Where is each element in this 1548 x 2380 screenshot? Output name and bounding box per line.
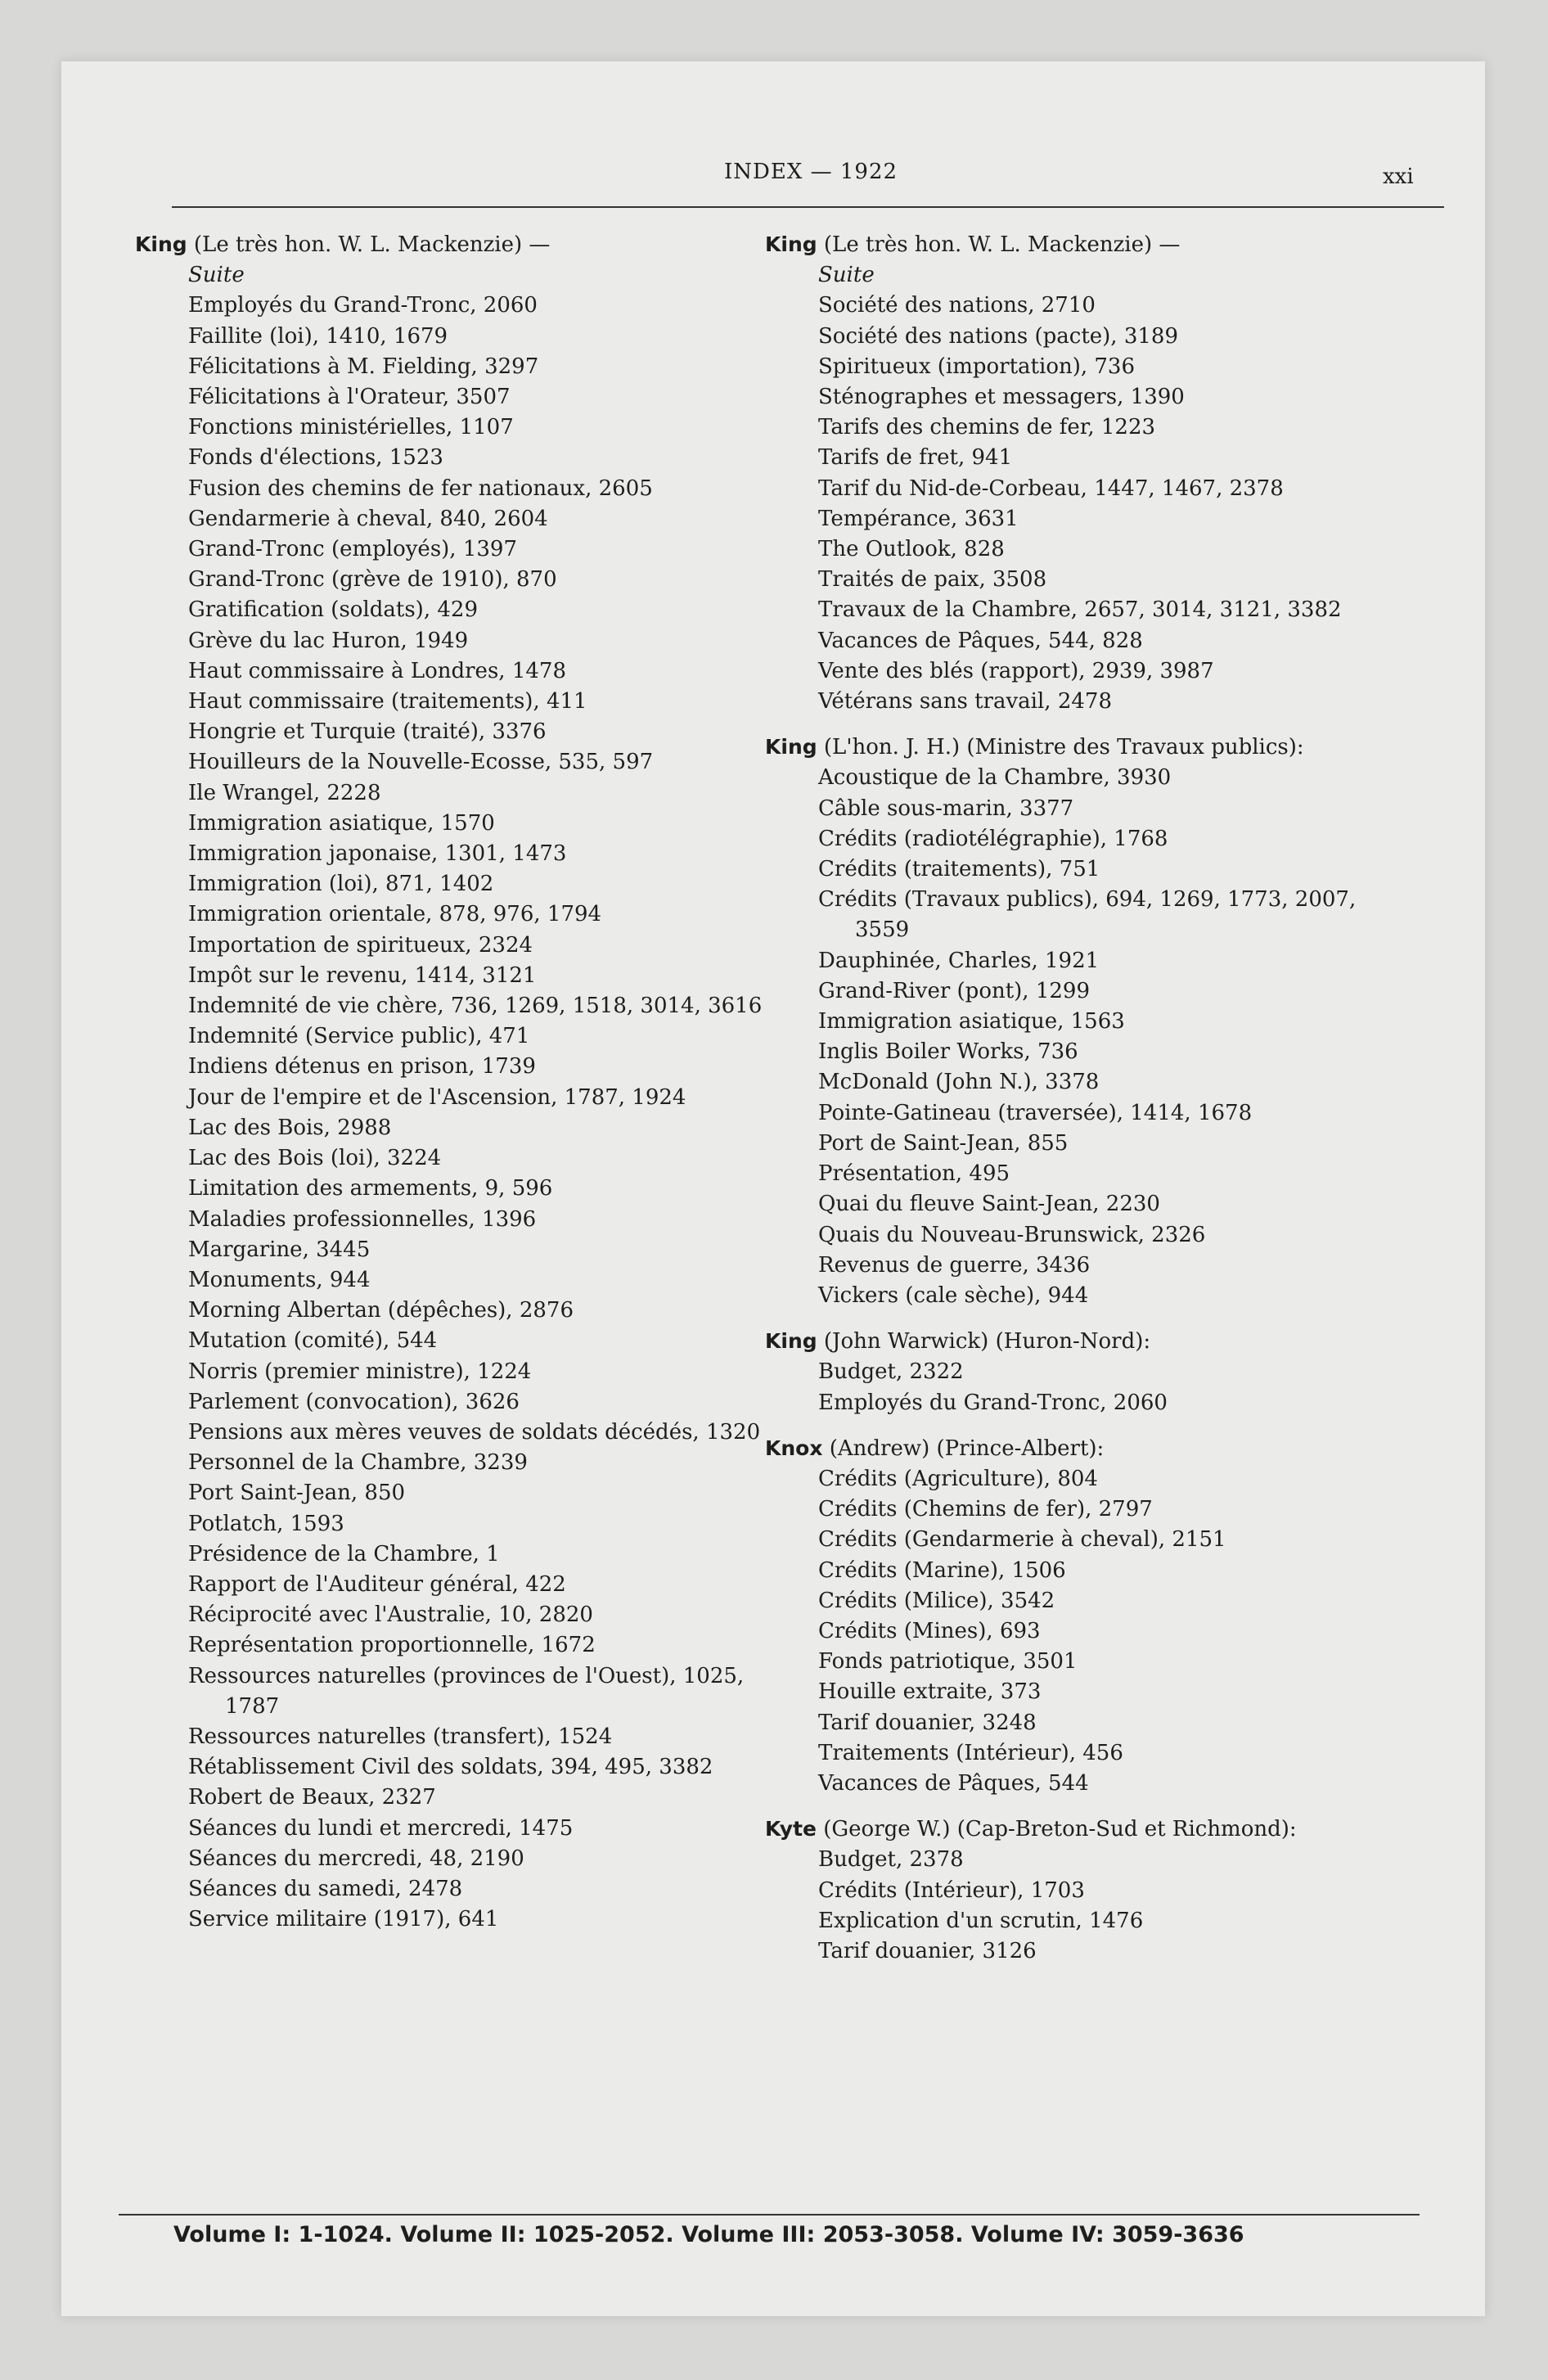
index-item (135, 687, 781, 717)
volume-footer: Volume I: 1-1024. Volume II: 1025-2052. Volume III: 2053-3058. Volume IV: 3059-3636 (173, 2222, 1244, 2247)
index-item-text: Fonds patriotique, 3501 (818, 1649, 1078, 1675)
entry-name: Kyte (765, 1817, 817, 1841)
index-item-text: Faillite (loi), 1410, 1679 (188, 323, 448, 349)
index-item-text: Mutation (comité), 544 (188, 1328, 438, 1354)
index-item (765, 1845, 1411, 1875)
index-item-text: Indemnité (Service public), 471 (188, 1024, 530, 1049)
entry-qualifier: (Le très hon. W. L. Mackenzie) — (193, 232, 551, 257)
index-item-text: Crédits (radiotélégraphie), 1768 (818, 826, 1168, 851)
index-item-text: Présentation, 495 (818, 1161, 1010, 1187)
index-item (765, 1677, 1411, 1707)
entry-head (765, 229, 1411, 260)
index-item-text: Budget, 2322 (818, 1359, 964, 1385)
index-item-text: Impôt sur le revenu, 1414, 3121 (188, 962, 537, 988)
block-gap (765, 1418, 1411, 1433)
index-item (135, 1722, 781, 1752)
index-item-text: Sténographes et messagers, 1390 (818, 385, 1185, 410)
index-item (765, 534, 1411, 565)
index-item (765, 504, 1411, 534)
index-item-text: Pointe-Gatineau (traversée), 1414, 1678 (818, 1100, 1253, 1125)
index-item (135, 595, 781, 625)
index-item (765, 291, 1411, 321)
index-item (765, 1464, 1411, 1494)
index-item (765, 763, 1411, 793)
index-item-text: Crédits (Agriculture), 804 (818, 1466, 1098, 1491)
index-item (765, 1159, 1411, 1189)
index-item-text: Crédits (Chemins de fer), 2797 (818, 1497, 1153, 1522)
index-item-text: Gendarmerie à cheval, 840, 2604 (188, 506, 548, 531)
index-item-text: Crédits (Gendarmerie à cheval), 2151 (818, 1527, 1226, 1553)
index-item (135, 869, 781, 899)
index-item-text: Port de Saint-Jean, 855 (818, 1130, 1069, 1156)
index-item (765, 1556, 1411, 1586)
index-item (765, 885, 1411, 945)
index-item-text: Tempérance, 3631 (818, 506, 1019, 531)
left-items-list (135, 291, 781, 1935)
index-item (135, 1630, 781, 1661)
entry-qualifier: (Le très hon. W. L. Mackenzie) — (817, 232, 1181, 257)
index-item-text: Ile Wrangel, 2228 (188, 780, 381, 805)
index-item-text: Houilleurs de la Nouvelle-Ecosse, 535, 597 (188, 750, 654, 775)
index-item (135, 1265, 781, 1296)
entry-name: King (765, 232, 817, 256)
page-number: xxi (1383, 165, 1414, 189)
index-item-text: Tarif douanier, 3248 (818, 1710, 1037, 1735)
index-item-text: Réciprocité avec l'Australie, 10, 2820 (188, 1602, 593, 1628)
index-item-text: Port Saint-Jean, 850 (188, 1481, 406, 1506)
index-item-text: Félicitations à M. Fielding, 3297 (188, 354, 539, 379)
index-item (765, 595, 1411, 625)
index-item (135, 899, 781, 930)
index-item-text: Employés du Grand-Tronc, 2060 (818, 1390, 1168, 1415)
index-item (765, 1129, 1411, 1159)
left-column (135, 229, 781, 1935)
index-item-text: Tarif du Nid-de-Corbeau, 1447, 1467, 2378 (818, 476, 1284, 501)
index-item (135, 504, 781, 534)
index-item (135, 1509, 781, 1539)
index-item (135, 1174, 781, 1204)
index-item-text: Monuments, 944 (188, 1267, 371, 1292)
index-page (61, 61, 1485, 2316)
index-item-text: Potlatch, 1593 (188, 1511, 344, 1536)
index-item-text: Tarif douanier, 3126 (818, 1938, 1037, 1963)
index-item-text: Séances du lundi et mercredi, 1475 (188, 1815, 574, 1841)
index-item-text: Crédits (Travaux publics), 694, 1269, 1773, 2007, 3559 (818, 887, 1357, 943)
index-item (135, 1448, 781, 1478)
index-item (135, 1052, 781, 1082)
index-item-text: Maladies professionnelles, 1396 (188, 1206, 537, 1232)
index-item-text: Budget, 2378 (818, 1847, 964, 1873)
index-item-text: Grève du lac Huron, 1949 (188, 628, 469, 653)
index-item-text: Importation de spiritueux, 2324 (188, 932, 533, 958)
index-item-text: Félicitations à l'Orateur, 3507 (188, 385, 511, 410)
index-item (135, 1600, 781, 1630)
entry-suite: Suite (818, 263, 875, 288)
index-item (765, 352, 1411, 382)
entry-name: King (135, 232, 187, 256)
entry-qualifier: (L'hon. J. H.) (Ministre des Travaux publics): (817, 735, 1304, 760)
index-item (765, 1876, 1411, 1906)
index-item (765, 1388, 1411, 1418)
index-item-text: Fonctions ministérielles, 1107 (188, 415, 514, 440)
index-item (135, 1904, 781, 1935)
index-item (765, 1769, 1411, 1799)
index-item-text: Séances du samedi, 2478 (188, 1876, 463, 1901)
index-item (765, 1037, 1411, 1067)
index-item (135, 322, 781, 352)
index-item (135, 1387, 781, 1418)
entry-name: King (765, 1329, 817, 1354)
index-item-text: Pensions aux mères veuves de soldats décédés, 1320 (188, 1419, 761, 1445)
index-item (765, 626, 1411, 656)
index-item (765, 1586, 1411, 1616)
index-item (765, 1616, 1411, 1647)
index-item-text: Inglis Boiler Works, 736 (818, 1039, 1078, 1065)
index-item-text: Vickers (cale sèche), 944 (818, 1282, 1089, 1308)
index-item-text: Dauphinée, Charles, 1921 (818, 948, 1100, 973)
entry-head (765, 732, 1411, 763)
index-item (135, 352, 781, 382)
index-item-text: Immigration asiatique, 1570 (188, 810, 495, 836)
index-item (135, 1661, 781, 1722)
index-item-text: Tarifs des chemins de fer, 1223 (818, 415, 1156, 440)
index-item (135, 382, 781, 412)
index-item-text: Vétérans sans travail, 2478 (818, 689, 1112, 714)
index-item-text: Crédits (Milice), 3542 (818, 1588, 1055, 1613)
index-item (765, 443, 1411, 473)
right-column (765, 229, 1411, 1967)
index-item-text: Haut commissaire (traitements), 411 (188, 689, 587, 714)
index-item (135, 1143, 781, 1174)
index-item (765, 687, 1411, 717)
index-item (765, 1738, 1411, 1769)
index-item (135, 1326, 781, 1356)
index-item-text: The Outlook, 828 (818, 537, 1005, 562)
index-item-text: Rétablissement Civil des soldats, 394, 495, 3382 (188, 1755, 713, 1780)
index-item (135, 1296, 781, 1326)
index-item-text: Crédits (Marine), 1506 (818, 1557, 1066, 1583)
index-item (135, 1235, 781, 1265)
index-item (765, 946, 1411, 976)
index-item-text: Traités de paix, 3508 (818, 567, 1047, 593)
index-item (765, 1494, 1411, 1525)
index-item (135, 1539, 781, 1570)
index-item-text: Quai du fleuve Saint-Jean, 2230 (818, 1192, 1160, 1217)
index-item-text: Ressources naturelles (transfert), 1524 (188, 1724, 613, 1749)
index-item (135, 1478, 781, 1508)
entry-qualifier: (John Warwick) (Huron-Nord): (817, 1329, 1151, 1355)
entry-suite: Suite (188, 263, 245, 288)
index-item-text: Séances du mercredi, 48, 2190 (188, 1846, 524, 1871)
index-item-text: Parlement (convocation), 3626 (188, 1389, 520, 1414)
index-item (135, 931, 781, 961)
index-item (135, 778, 781, 809)
index-item-text: Société des nations (pacte), 3189 (818, 323, 1179, 349)
index-item-text: Crédits (Intérieur), 1703 (818, 1877, 1085, 1903)
index-item (765, 1708, 1411, 1738)
index-item-text: Explication d'un scrutin, 1476 (818, 1908, 1144, 1933)
index-item-text: Indiens détenus en prison, 1739 (188, 1054, 536, 1080)
entry-head (765, 1433, 1411, 1464)
index-item (765, 824, 1411, 854)
index-item-text: Margarine, 3445 (188, 1237, 371, 1262)
index-item (765, 854, 1411, 885)
index-item (765, 1251, 1411, 1281)
index-item (765, 1357, 1411, 1387)
block-gap (765, 717, 1411, 732)
index-item-text: Robert de Beaux, 2327 (188, 1785, 436, 1810)
index-item (765, 1647, 1411, 1677)
index-item-text: Employés du Grand-Tronc, 2060 (188, 293, 538, 318)
entry-qualifier: (Andrew) (Prince-Albert): (822, 1436, 1105, 1461)
index-item (765, 1220, 1411, 1251)
index-item (765, 1189, 1411, 1219)
index-item-text: Grand-Tronc (grève de 1910), 870 (188, 567, 557, 593)
index-item (135, 1021, 781, 1052)
index-item-text: Tarifs de fret, 941 (818, 445, 1013, 471)
index-item (135, 443, 781, 473)
index-item (765, 1906, 1411, 1936)
index-item (135, 565, 781, 595)
index-item (765, 412, 1411, 443)
index-item-text: Présidence de la Chambre, 1 (188, 1541, 500, 1566)
index-item (135, 1570, 781, 1600)
index-item (135, 961, 781, 991)
index-item-text: Lac des Bois, 2988 (188, 1115, 392, 1140)
index-item-text: Houille extraite, 373 (818, 1679, 1042, 1705)
index-item (135, 991, 781, 1021)
index-item (765, 322, 1411, 352)
index-item-text: Service militaire (1917), 641 (188, 1907, 499, 1932)
index-item-text: Société des nations, 2710 (818, 293, 1096, 318)
index-item-text: Fonds d'élections, 1523 (188, 445, 443, 471)
index-item-text: Indemnité de vie chère, 736, 1269, 1518, 3014, 3616 (188, 994, 763, 1019)
index-item-text: Ressources naturelles (provinces de l'Ouest), 1025, 1787 (188, 1663, 745, 1719)
index-item (135, 1418, 781, 1448)
entry-name: Knox (765, 1436, 823, 1460)
index-item-text: Limitation des armements, 9, 596 (188, 1176, 553, 1201)
index-item-text: Vacances de Pâques, 544 (818, 1770, 1089, 1796)
index-item-text: Crédits (traitements), 751 (818, 857, 1100, 882)
index-item (765, 656, 1411, 687)
index-item-text: Vente des blés (rapport), 2939, 3987 (818, 658, 1214, 683)
index-item-text: Revenus de guerre, 3436 (818, 1252, 1091, 1278)
index-item (135, 809, 781, 839)
index-item-text: Lac des Bois (loi), 3224 (188, 1146, 442, 1171)
index-item-text: Morning Albertan (dépêches), 2876 (188, 1298, 574, 1323)
index-item (135, 534, 781, 565)
index-item-text: Immigration orientale, 878, 976, 1794 (188, 902, 602, 927)
index-item-text: Crédits (Mines), 693 (818, 1618, 1041, 1643)
entry-name: King (765, 735, 817, 760)
entry-head (135, 229, 781, 260)
index-item (765, 976, 1411, 1007)
index-item (765, 1067, 1411, 1098)
index-item (765, 1525, 1411, 1555)
index-item (765, 474, 1411, 504)
index-item (135, 474, 781, 504)
index-item (765, 1281, 1411, 1311)
index-item-text: Hongrie et Turquie (traité), 3376 (188, 719, 547, 745)
index-item (135, 747, 781, 778)
index-item (135, 839, 781, 869)
index-item-text: Travaux de la Chambre, 2657, 3014, 3121, 3382 (818, 597, 1342, 623)
index-item (135, 656, 781, 687)
index-item (765, 1007, 1411, 1037)
index-item-text: Norris (premier ministre), 1224 (188, 1359, 532, 1384)
index-item-text: Gratification (soldats), 429 (188, 597, 478, 623)
footer-rule (119, 2214, 1420, 2215)
index-item-text: Quais du Nouveau-Brunswick, 2326 (818, 1222, 1206, 1247)
index-item (135, 1083, 781, 1113)
index-item-text: Immigration (loi), 871, 1402 (188, 872, 494, 897)
index-item-text: Grand-River (pont), 1299 (818, 978, 1091, 1003)
index-item-text: Câble sous-marin, 3377 (818, 796, 1074, 821)
index-item-text: Grand-Tronc (employés), 1397 (188, 537, 517, 562)
entry-head (765, 1814, 1411, 1845)
index-item-text: Traitements (Intérieur), 456 (818, 1740, 1123, 1765)
index-item (765, 382, 1411, 412)
index-item-text: Représentation proportionnelle, 1672 (188, 1633, 596, 1658)
index-item-text: Jour de l'empire et de l'Ascension, 1787, 1924 (188, 1084, 686, 1110)
index-item (135, 1814, 781, 1844)
entry-head (765, 1326, 1411, 1357)
block-gap (765, 1799, 1411, 1814)
index-item-text: Spiritueux (importation), 736 (818, 354, 1136, 379)
index-item (135, 1844, 781, 1874)
index-item-text: Rapport de l'Auditeur général, 422 (188, 1571, 566, 1597)
index-item (765, 794, 1411, 824)
index-item (135, 717, 781, 747)
block-gap (765, 1311, 1411, 1326)
index-item-text: Vacances de Pâques, 544, 828 (818, 628, 1143, 653)
index-item (135, 626, 781, 656)
index-item (765, 565, 1411, 595)
index-item-text: Immigration japonaise, 1301, 1473 (188, 841, 567, 867)
index-item-text: Immigration asiatique, 1563 (818, 1009, 1125, 1034)
header-rule (172, 206, 1444, 208)
index-item (765, 1936, 1411, 1967)
index-item-text: McDonald (John N.), 3378 (818, 1070, 1100, 1095)
index-item-text: Fusion des chemins de fer nationaux, 2605 (188, 476, 653, 501)
index-item (765, 1098, 1411, 1129)
index-item (135, 291, 781, 321)
index-item (135, 1357, 781, 1387)
index-item (135, 1783, 781, 1813)
index-item-text: Haut commissaire à Londres, 1478 (188, 658, 566, 683)
index-item-text: Personnel de la Chambre, 3239 (188, 1450, 528, 1476)
index-item (135, 1874, 781, 1904)
running-title: INDEX — 1922 (724, 160, 898, 184)
index-item (135, 1113, 781, 1143)
entry-qualifier: (George W.) (Cap-Breton-Sud et Richmond): (816, 1817, 1297, 1842)
index-item-text: Acoustique de la Chambre, 3930 (818, 765, 1172, 791)
index-item (135, 1752, 781, 1783)
index-item (135, 412, 781, 443)
index-item (135, 1205, 781, 1235)
